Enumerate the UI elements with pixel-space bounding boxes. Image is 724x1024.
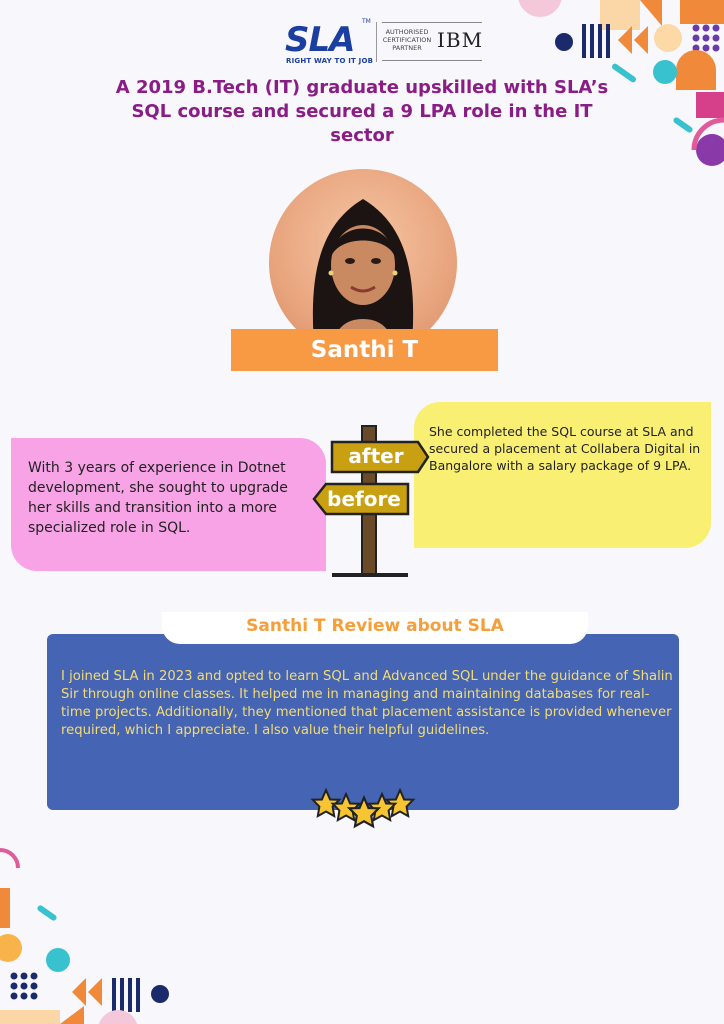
sla-tagline: RIGHT WAY TO IT JOB — [286, 57, 374, 65]
ibm-logo: IBM — [437, 28, 484, 52]
page-headline: A 2019 B.Tech (IT) graduate upskilled with SLA’s SQL course and secured a 9 LPA role in the IT sector — [115, 77, 609, 146]
header-divider — [376, 22, 377, 62]
after-description: She completed the SQL course at SLA and secured a placement at Collabera Digital in Bangalore with a salary package of 9 LPA. — [429, 424, 701, 473]
header-top-rule — [382, 22, 482, 23]
trademark-symbol: TM — [362, 18, 371, 25]
review-text: I joined SLA in 2023 and opted to learn SQL and Advanced SQL under the guidance of Shalin Sir through online classes. It helped me in managing and maintaining databases for real-time projects. Additionally, they mentioned that placement assistance is provided whenever required, which I appreciate. I also value their helpful guidelines. — [61, 669, 673, 738]
before-description: With 3 years of experience in Dotnet development, she sought to upgrade her skills and transition into a more specialized role in SQL. — [28, 460, 288, 536]
student-name-banner: Santhi T — [231, 329, 498, 371]
bottom-left-decoration — [0, 840, 200, 1024]
signpost-after-label: after — [348, 444, 404, 468]
review-title: Santhi T Review about SLA — [246, 616, 504, 636]
signpost-graphic — [310, 420, 435, 580]
signpost-before-label: before — [327, 487, 401, 511]
sla-logo: SLA — [285, 20, 355, 60]
header-bottom-rule — [382, 60, 482, 61]
certification-label: AUTHORISED CERTIFICATION PARTNER — [382, 28, 432, 52]
star-icon — [349, 798, 378, 827]
rating-stars — [308, 780, 420, 840]
